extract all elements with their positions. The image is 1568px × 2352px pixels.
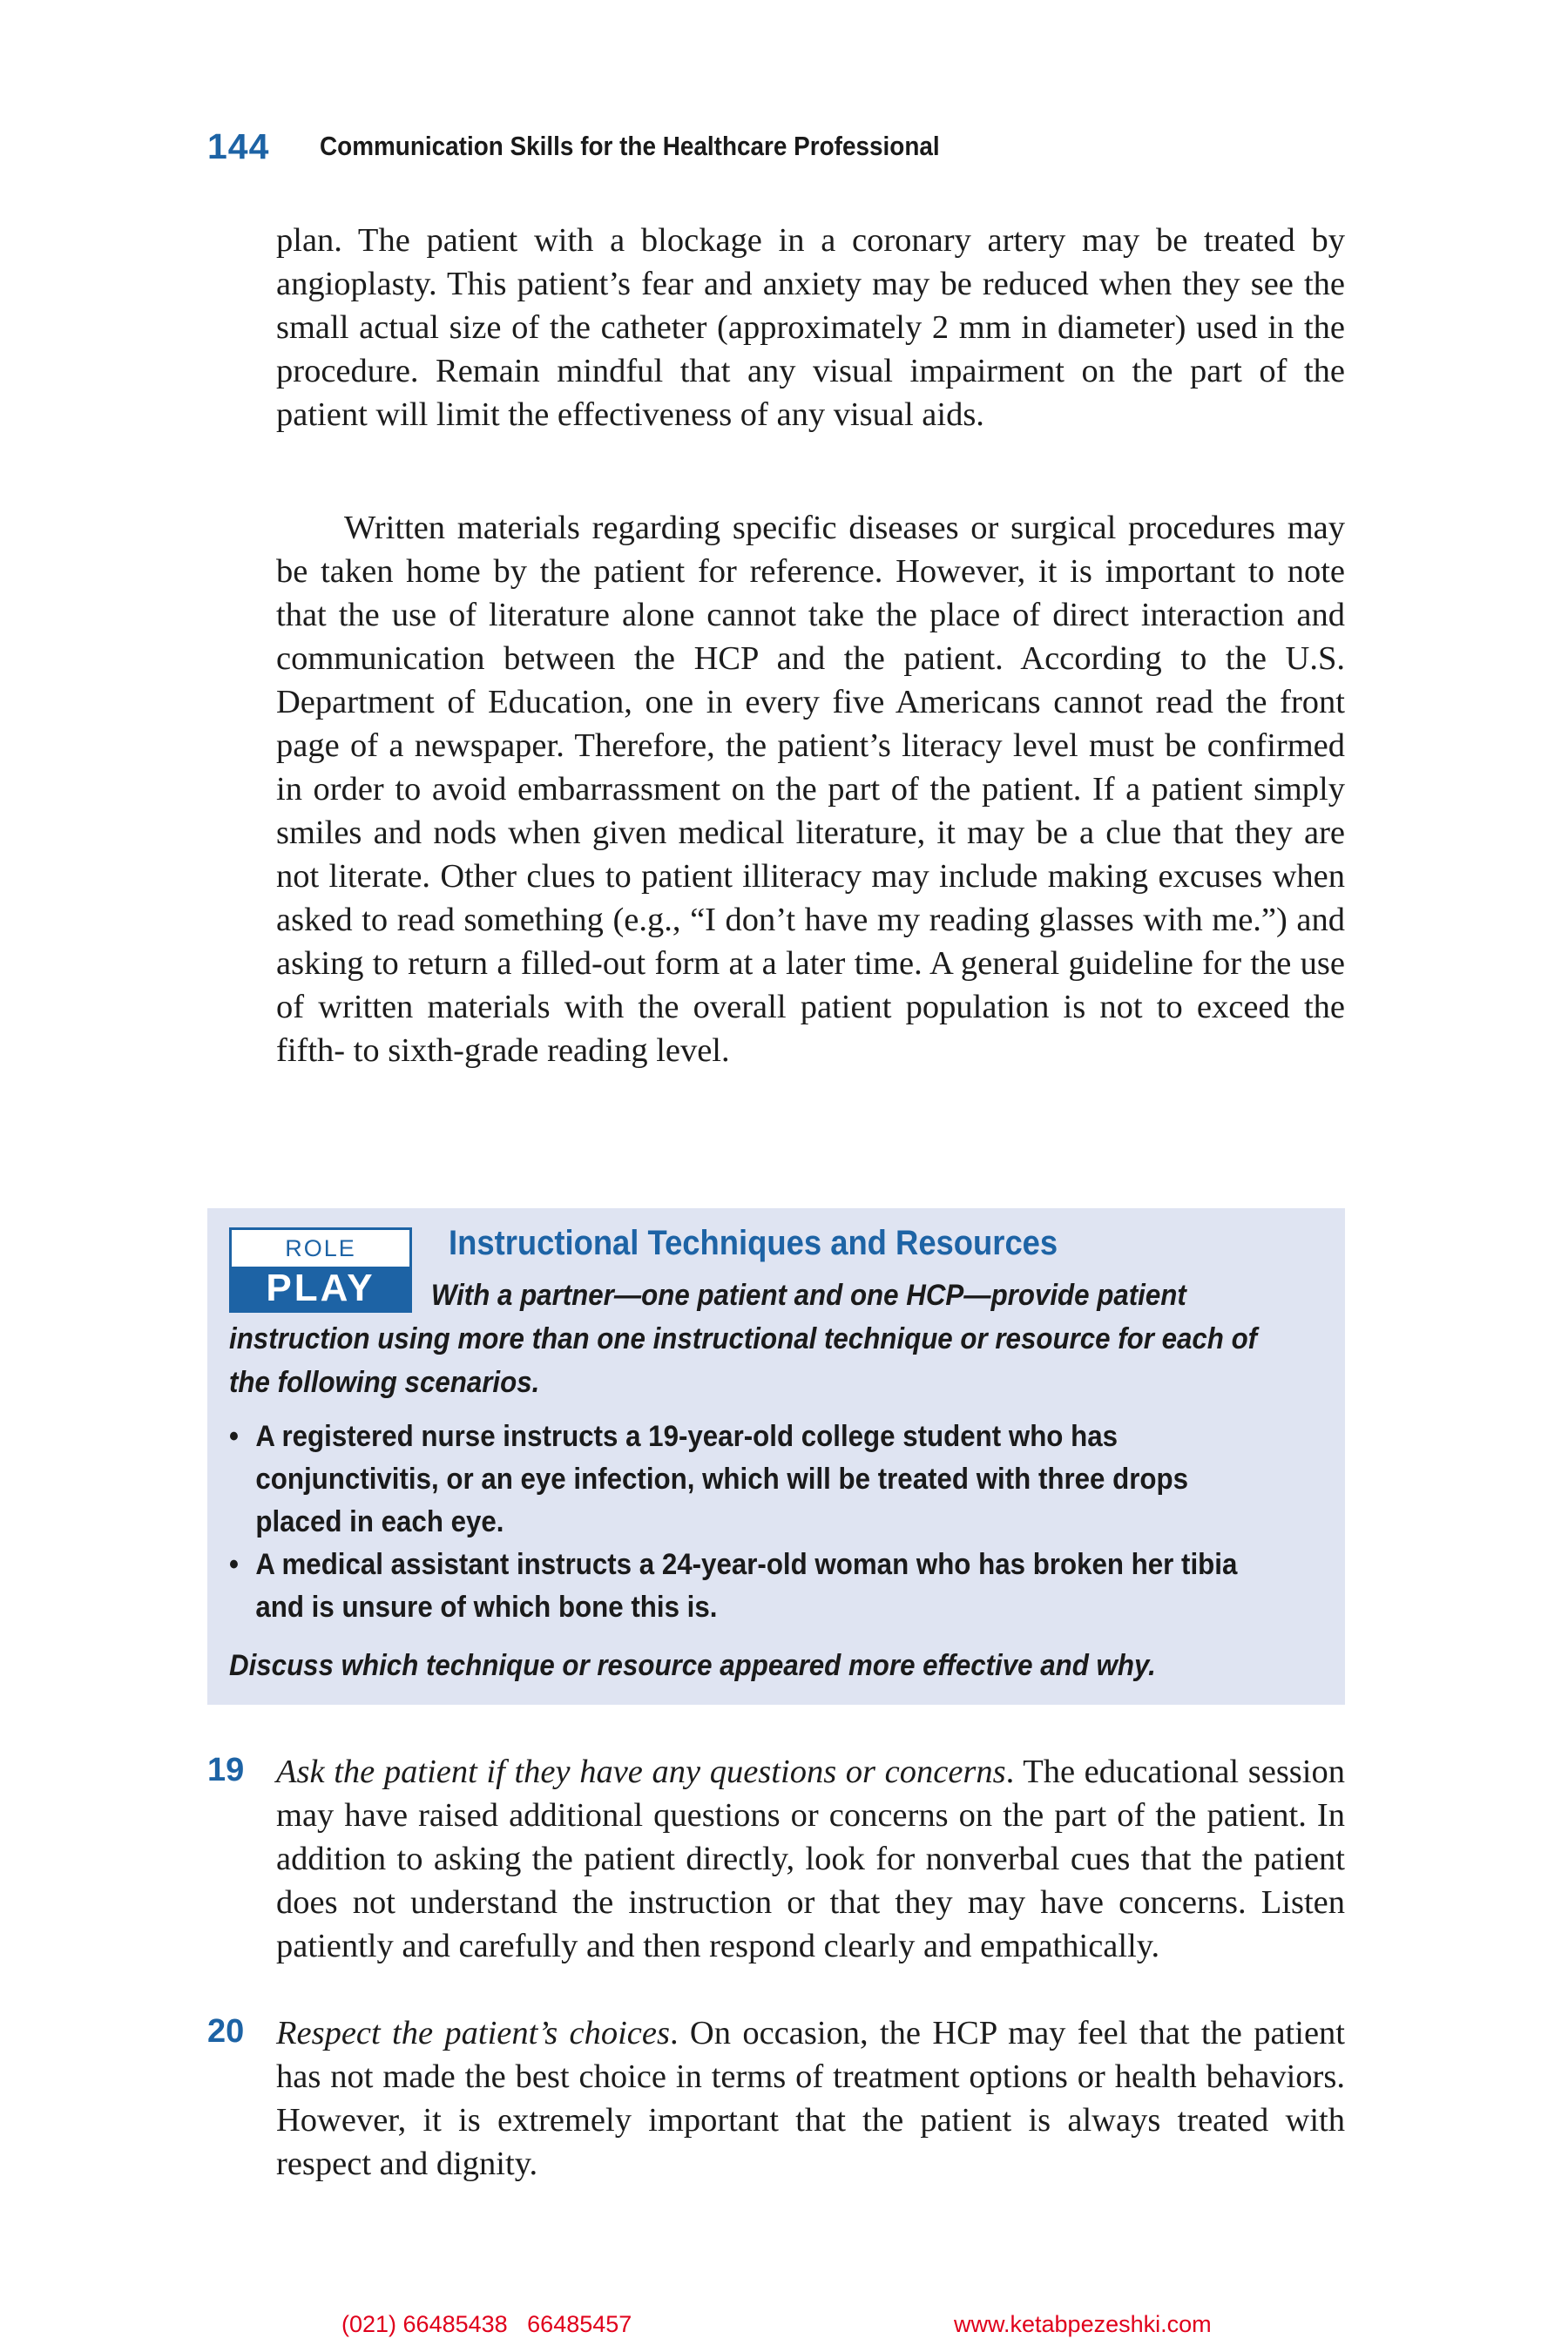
role-play-scenario-text: A registered nurse instructs a 19-year-old college student who has conjunctivitis, or an eye infection, which will be treated with three drops placed in each eye. — [255, 1420, 1189, 1538]
page-number: 144 — [207, 125, 270, 166]
role-play-scenario-text: A medical assistant instructs a 24-year-old woman who has broken her tibia and is unsure of which bone this is. — [255, 1548, 1238, 1624]
numbered-item-19 — [207, 1750, 1345, 1968]
item-body: . The educational session may have raised additional questions or concerns on the part of the patient. In addition to asking the patient directly, look for nonverbal cues that the patient does not understand the instruction or that they may have concerns. Listen patiently and carefully and then respond clearly and empathically. — [276, 1754, 1345, 1964]
footer-url[interactable]: www.ketabpezeshki.com — [954, 2311, 1212, 2337]
role-play-badge-role: ROLE — [285, 1234, 356, 1261]
body-paragraph-2: Written materials regarding specific diseases or surgical procedures may be taken home by the patient for reference. However, it is important to note that the use of literature alone cannot take the place of direct interaction and communication between the HCP and the patient. According to the U.S. Department of Education, one in every five Americans cannot read the front page of a newspaper. Therefore, the patient’s literacy level must be confirmed in order to avoid embarrassment on the part of the patient. If a patient simply smiles and nods when given medical literature, it may be a clue that they are not literate. Other clues to patient illiteracy may include making excuses when asked to read something (e.g., “I don’t have my reading glasses with me.”) and asking to return a filled-out form at a later time. A general guideline for the use of written materials with the overall patient population is not to exceed the fifth- to sixth-grade reading level. — [276, 510, 1345, 1069]
item-lead: Ask the patient if they have any questions or concerns — [276, 1754, 1006, 1790]
role-play-intro: With a partner—one patient and one HCP—provide patient instruction using more than one instructional technique or resource for each of the following scenarios. — [229, 1279, 1258, 1399]
bullet-icon: • — [229, 1548, 239, 1581]
item-number: 20 — [207, 2013, 245, 2050]
footer-phone: (021) 66485438 66485457 — [341, 2311, 632, 2337]
running-title: Communication Skills for the Healthcare Professional — [320, 131, 941, 161]
numbered-item-20 — [207, 2011, 1345, 2186]
item-text — [276, 2011, 1345, 2186]
item-body: . On occasion, the HCP may feel that the patient has not made the best choice in terms of treatment options or health behaviors. However, it is extremely important that the patient is always treated with respect and dignity. — [276, 2015, 1345, 2182]
item-text — [276, 1750, 1345, 1968]
item-lead: Respect the patient’s choices — [276, 2015, 670, 2051]
body-paragraph-1: plan. The patient with a blockage in a coronary artery may be treated by angioplasty. This patient’s fear and anxiety may be reduced when they see the small actual size of the catheter (approximately 2 mm in diameter) used in the procedure. Remain mindful that any visual impairment on the part of the patient will limit the effectiveness of any visual aids. — [276, 222, 1345, 433]
role-play-badge-play: PLAY — [232, 1267, 409, 1310]
role-play-scenario — [229, 1416, 1271, 1544]
role-play-title: Instructional Techniques and Resources — [449, 1224, 1058, 1262]
role-play-scenario-list — [229, 1416, 1271, 1629]
role-play-box — [207, 1208, 1345, 1705]
running-head — [207, 122, 1009, 171]
role-play-outro: Discuss which technique or resource appeared more effective and why. — [229, 1649, 1156, 1682]
role-play-scenario — [229, 1544, 1271, 1629]
bullet-icon: • — [229, 1420, 239, 1453]
item-number: 19 — [207, 1752, 245, 1788]
